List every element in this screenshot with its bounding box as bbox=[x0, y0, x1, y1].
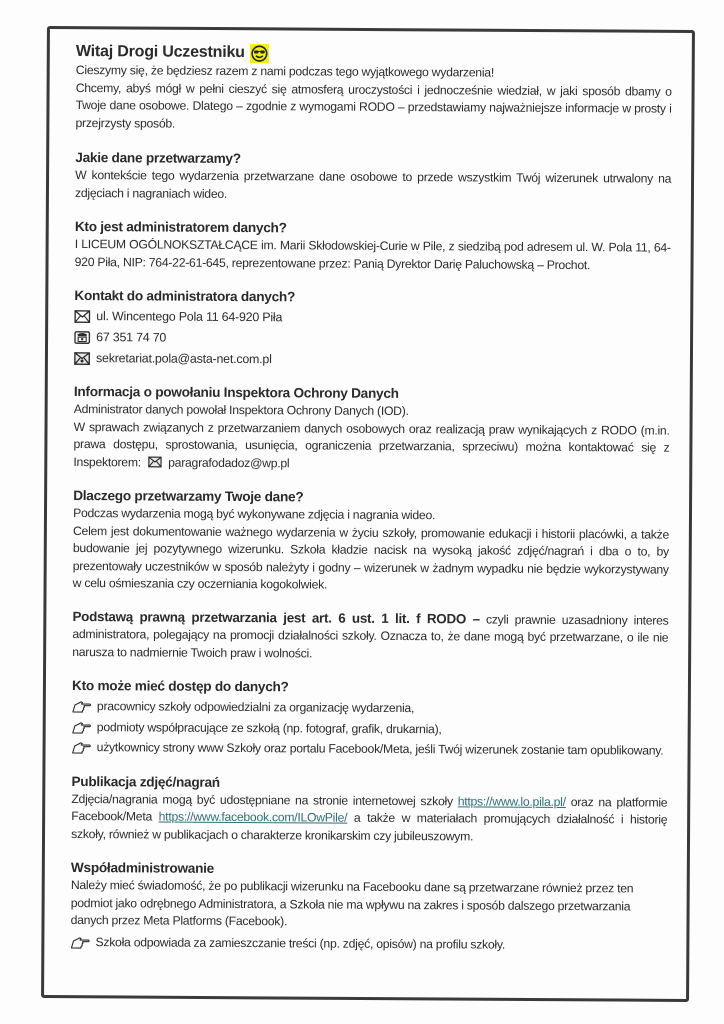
document-body bbox=[70, 42, 672, 955]
school-website-link[interactable]: https://www.lo.pila.pl/ bbox=[457, 793, 566, 809]
section-data-processed bbox=[75, 149, 671, 206]
section-heading: Publikacja zdjęć/nagrań bbox=[71, 773, 220, 790]
facebook-page-link[interactable]: https://www.facebook.com/ILOwPile/ bbox=[158, 809, 348, 825]
publication-text-part: a także w materiałach promujących działalność i historię szkoły, również w publikacjach o charakterze kronikarskim czy jubileuszowym. bbox=[71, 810, 668, 843]
section-legal-basis bbox=[72, 607, 668, 664]
email-icon bbox=[74, 352, 90, 365]
list-item bbox=[72, 718, 668, 739]
section-heading: Dlaczego przetwarzamy Twoje dane? bbox=[73, 487, 304, 505]
section-contact bbox=[74, 287, 670, 372]
section-iod bbox=[73, 383, 670, 475]
list-item-text: pracownicy szkoły odpowiedzialni za organizację wydarzenia, bbox=[96, 699, 415, 716]
title-text: Witaj Drogi Uczestniku bbox=[75, 42, 245, 62]
contact-phone bbox=[74, 328, 670, 351]
legal-basis-bold: Podstawą prawną przetwarzania jest art. 6 ust. 1 lit. f RODO – bbox=[72, 608, 480, 626]
legal-basis-body: czyli prawnie uzasadniony interes administratora, polegający na promocji działalności szkoły. Oznacza to, że dane mogą być przetwarzane, o ile nie narusza to nadmiernie Twoich praw i wolności. bbox=[72, 611, 669, 660]
purpose-line-1: Podczas wydarzenia mogą być wykonywane zdjęcia i nagrania wideo. bbox=[73, 505, 436, 523]
purpose-line-2: Celem jest dokumentowanie ważnego wydarzenia w życiu szkoły, promowanie edukacji i historii placówki, a także budowanie jej pozytywnego wizerunku. Szkoła kładzie nacisk na wysoką jakość zdjęć/nagrań i dba o to, by prezentowały uczestników w sposób należyty i godny – wizerunek w żadnym wypadku nie będzie wykorzystywany w celu ośmieszania czy oczerniania kogokolwiek. bbox=[72, 523, 670, 592]
section-heading: Współadministrowanie bbox=[70, 859, 215, 876]
list-item-text: użytkownicy strony www Szkoły oraz portalu Facebook/Meta, jeśli Twój wizerunek zostanie tam opublikowany. bbox=[96, 740, 664, 758]
list-item-text: podmioty współpracujące ze szkołą (np. fotograf, grafik, drukarnia), bbox=[96, 719, 442, 736]
publication-text-part: oraz na platformie Facebook/Meta bbox=[71, 794, 668, 824]
iod-line-2 bbox=[73, 418, 669, 474]
list-item bbox=[72, 739, 668, 760]
pointing-hand-icon bbox=[70, 936, 90, 948]
section-administrator bbox=[75, 218, 671, 275]
publication-text bbox=[71, 790, 667, 846]
email-icon bbox=[147, 456, 162, 467]
section-purpose bbox=[73, 487, 670, 596]
legal-basis-text bbox=[72, 607, 668, 664]
publication-text-part: Zdjęcia/nagrania mogą być udostępniane na stronie internetowej szkoły bbox=[71, 791, 458, 808]
section-text: Należy mieć świadomość, że po publikacji wizerunku na Facebooku dane są przetwarzane również przez ten podmiot jako odrębnego Administratora, a Szkoła nie ma wpływu na zakres i sposób dalszego przetwarzania danych przez Meta Platforms (Facebook). bbox=[70, 877, 634, 929]
iod-text: W sprawach związanych z przetwarzaniem danych osobowych oraz realizacją praw wynikających z RODO (m.in. prawa dostępu, sprostowania, usunięcia, ograniczenia przetwarzania, sprzeciwu) można kontaktować się z Inspektorem: bbox=[73, 419, 670, 469]
section-text: W kontekście tego wydarzenia przetwarzane dane osobowe to przede wszystkim Twój wizerunek utrwalony na zdjęciach i nagraniach wideo. bbox=[75, 167, 672, 201]
contact-address bbox=[74, 307, 670, 330]
section-coadministration bbox=[70, 859, 667, 955]
section-heading: Kto może mieć dostęp do danych? bbox=[72, 677, 289, 695]
contact-email bbox=[74, 349, 670, 372]
telephone-icon bbox=[74, 331, 90, 344]
email-address[interactable]: sekretariat.pola@asta-net.com.pl bbox=[96, 351, 272, 367]
iod-line-1: Administrator danych powołał Inspektora Ochrony Danych (IOD). bbox=[73, 401, 409, 419]
section-text: I LICEUM OGÓLNOKSZTAŁCĄCE im. Marii Skłodowskiej-Curie w Pile, z siedzibą pod adresem ul. W. Pola 11, 64-920 Piła, NIP: 764-22-61-645, reprezentowane przez: Panią Dyrektor Darię Paluchowską – Prochot. bbox=[74, 236, 671, 272]
intro-line-1: Cieszymy się, że będziesz razem z nami podczas tego wyjątkowego wydarzenia! bbox=[75, 62, 495, 80]
phone-number: 67 351 74 70 bbox=[96, 330, 167, 345]
pointing-hand-icon bbox=[72, 701, 92, 713]
envelope-icon bbox=[74, 310, 90, 323]
section-access bbox=[72, 677, 668, 760]
section-heading: Kto jest administratorem danych? bbox=[74, 218, 287, 236]
section-publication bbox=[71, 772, 667, 846]
address-text: ul. Wincentego Pola 11 64-920 Piła bbox=[96, 309, 283, 325]
intro-paragraph: Chcemy, abyś mógł w pełni cieszyć się atmosferą uroczystości i jednocześnie wiedział, w jaki sposób dbamy o Twoje dane osobowe. Dlatego – zgodnie z wymogami RODO – przedstawiamy najważniejsze informacje w prosty i przejrzysty sposób. bbox=[75, 80, 672, 131]
list-item bbox=[70, 933, 666, 954]
iod-email[interactable]: paragrafodadoz@wp.pl bbox=[168, 455, 290, 470]
section-heading: Jakie dane przetwarzamy? bbox=[75, 149, 241, 167]
list-item-text: Szkoła odpowiada za zamieszczanie treści (np. zdjęć, opisów) na profilu szkoły. bbox=[95, 934, 506, 952]
pointing-hand-icon bbox=[72, 721, 92, 733]
pointing-hand-icon bbox=[72, 742, 92, 754]
section-heading: Informacja o powołaniu Inspektora Ochrony Danych bbox=[73, 383, 399, 401]
smiling-face-with-sunglasses-icon bbox=[250, 44, 269, 63]
list-item bbox=[72, 698, 668, 719]
section-heading: Kontakt do administratora danych? bbox=[74, 287, 296, 305]
